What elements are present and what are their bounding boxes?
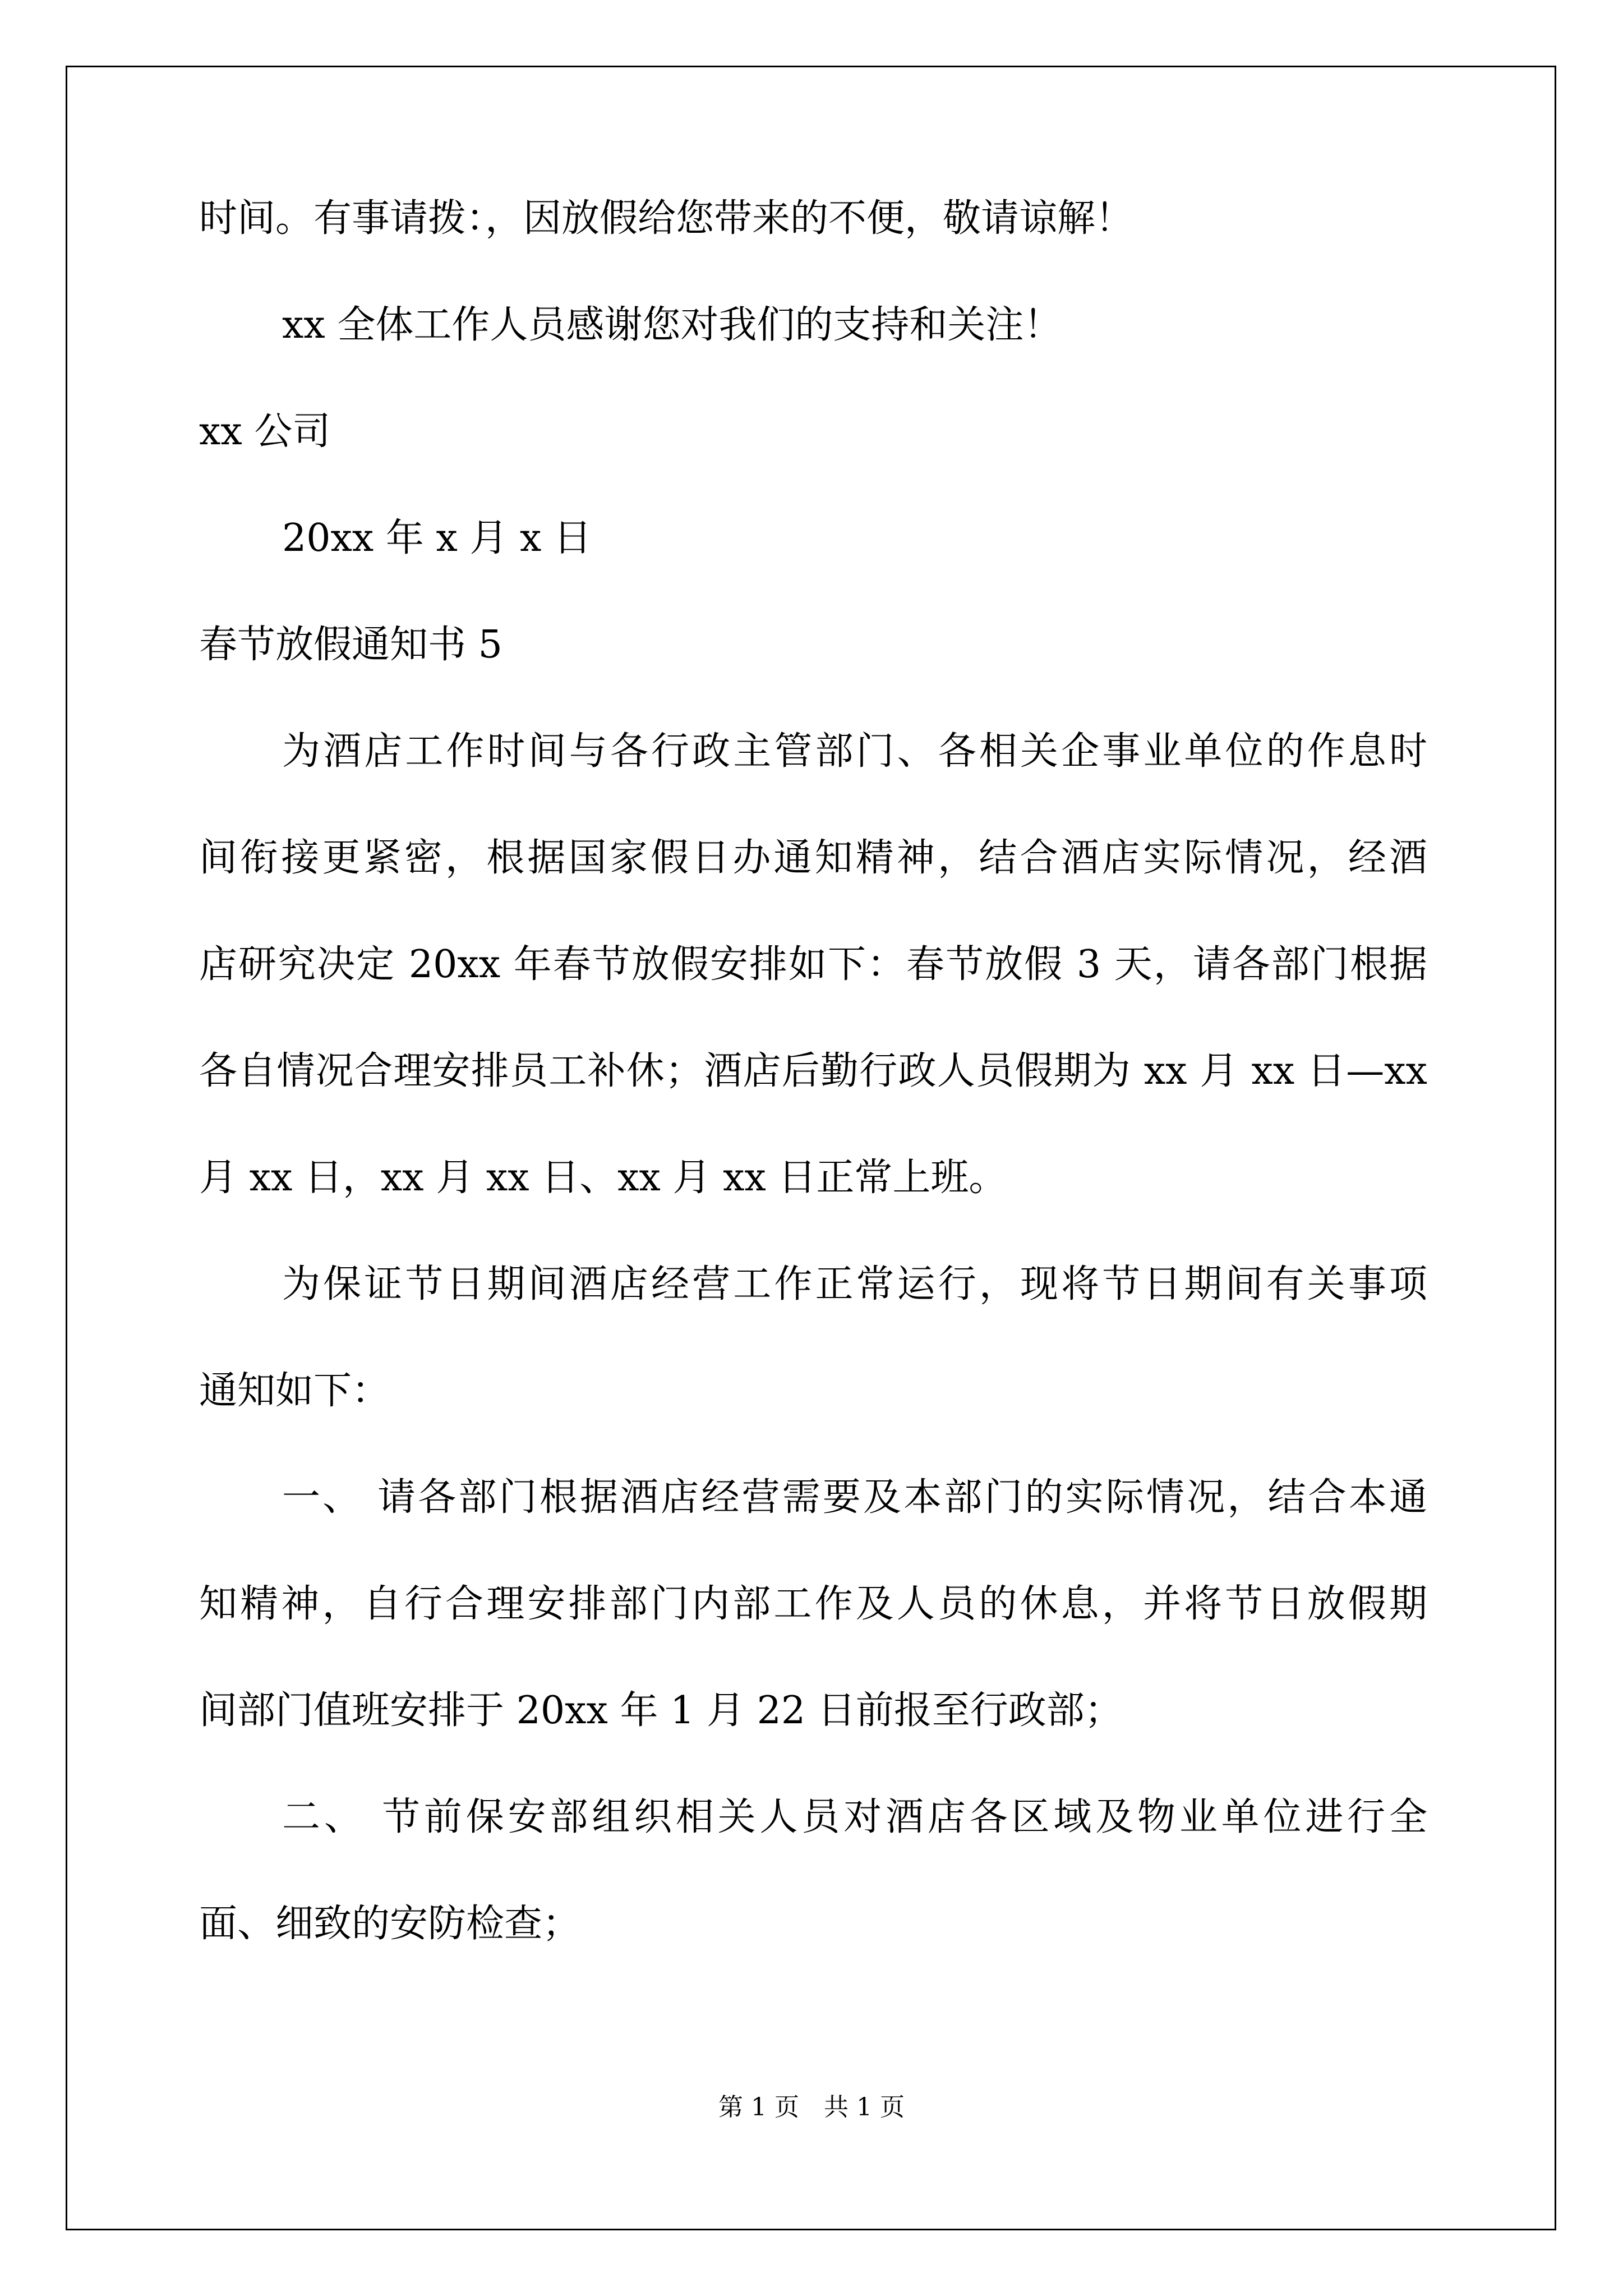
- section-heading: 春节放假通知书 5: [199, 623, 502, 667]
- text-line: 面、细致的安防检查；: [199, 1902, 581, 1946]
- text-line: 店研究决定 20xx 年春节放假安排如下：春节放假 3 天，请各部门根据: [199, 942, 1427, 987]
- list-item: 二、 节前保安部组织相关人员对酒店各区域及物业单位进行全: [282, 1795, 1427, 1839]
- text-line: 间部门值班安排于 20xx 年 1 月 22 日前报至行政部；: [199, 1688, 1123, 1733]
- text-line: 为酒店工作时间与各行政主管部门、各相关企事业单位的作息时: [282, 729, 1427, 774]
- text-line: 知精神，自行合理安排部门内部工作及人员的休息，并将节日放假期: [199, 1582, 1427, 1626]
- text-line: 通知如下：: [199, 1369, 390, 1413]
- page-footer: 第 1 页 共 1 页: [718, 2093, 905, 2122]
- text-line: 时间。有事请拨：，因放假给您带来的不便，敬请谅解！: [199, 196, 1134, 241]
- text-line: 为保证节日期间酒店经营工作正常运行，现将节日期间有关事项: [282, 1262, 1427, 1306]
- signature-date: 20xx 年 x 月 x 日: [282, 516, 592, 560]
- list-item: 一、 请各部门根据酒店经营需要及本部门的实际情况，结合本通: [282, 1475, 1427, 1520]
- text-line: 月 xx 日，xx 月 xx 日、xx 月 xx 日正常上班。: [199, 1156, 1007, 1200]
- text-line: 各自情况合理安排员工补休；酒店后勤行政人员假期为 xx 月 xx 日—xx: [199, 1049, 1427, 1093]
- text-line: xx 全体工作人员感谢您对我们的支持和关注！: [282, 303, 1062, 347]
- signature-company: xx 公司: [199, 409, 331, 454]
- text-line: 间衔接更紧密，根据国家假日办通知精神，结合酒店实际情况，经酒: [199, 836, 1427, 880]
